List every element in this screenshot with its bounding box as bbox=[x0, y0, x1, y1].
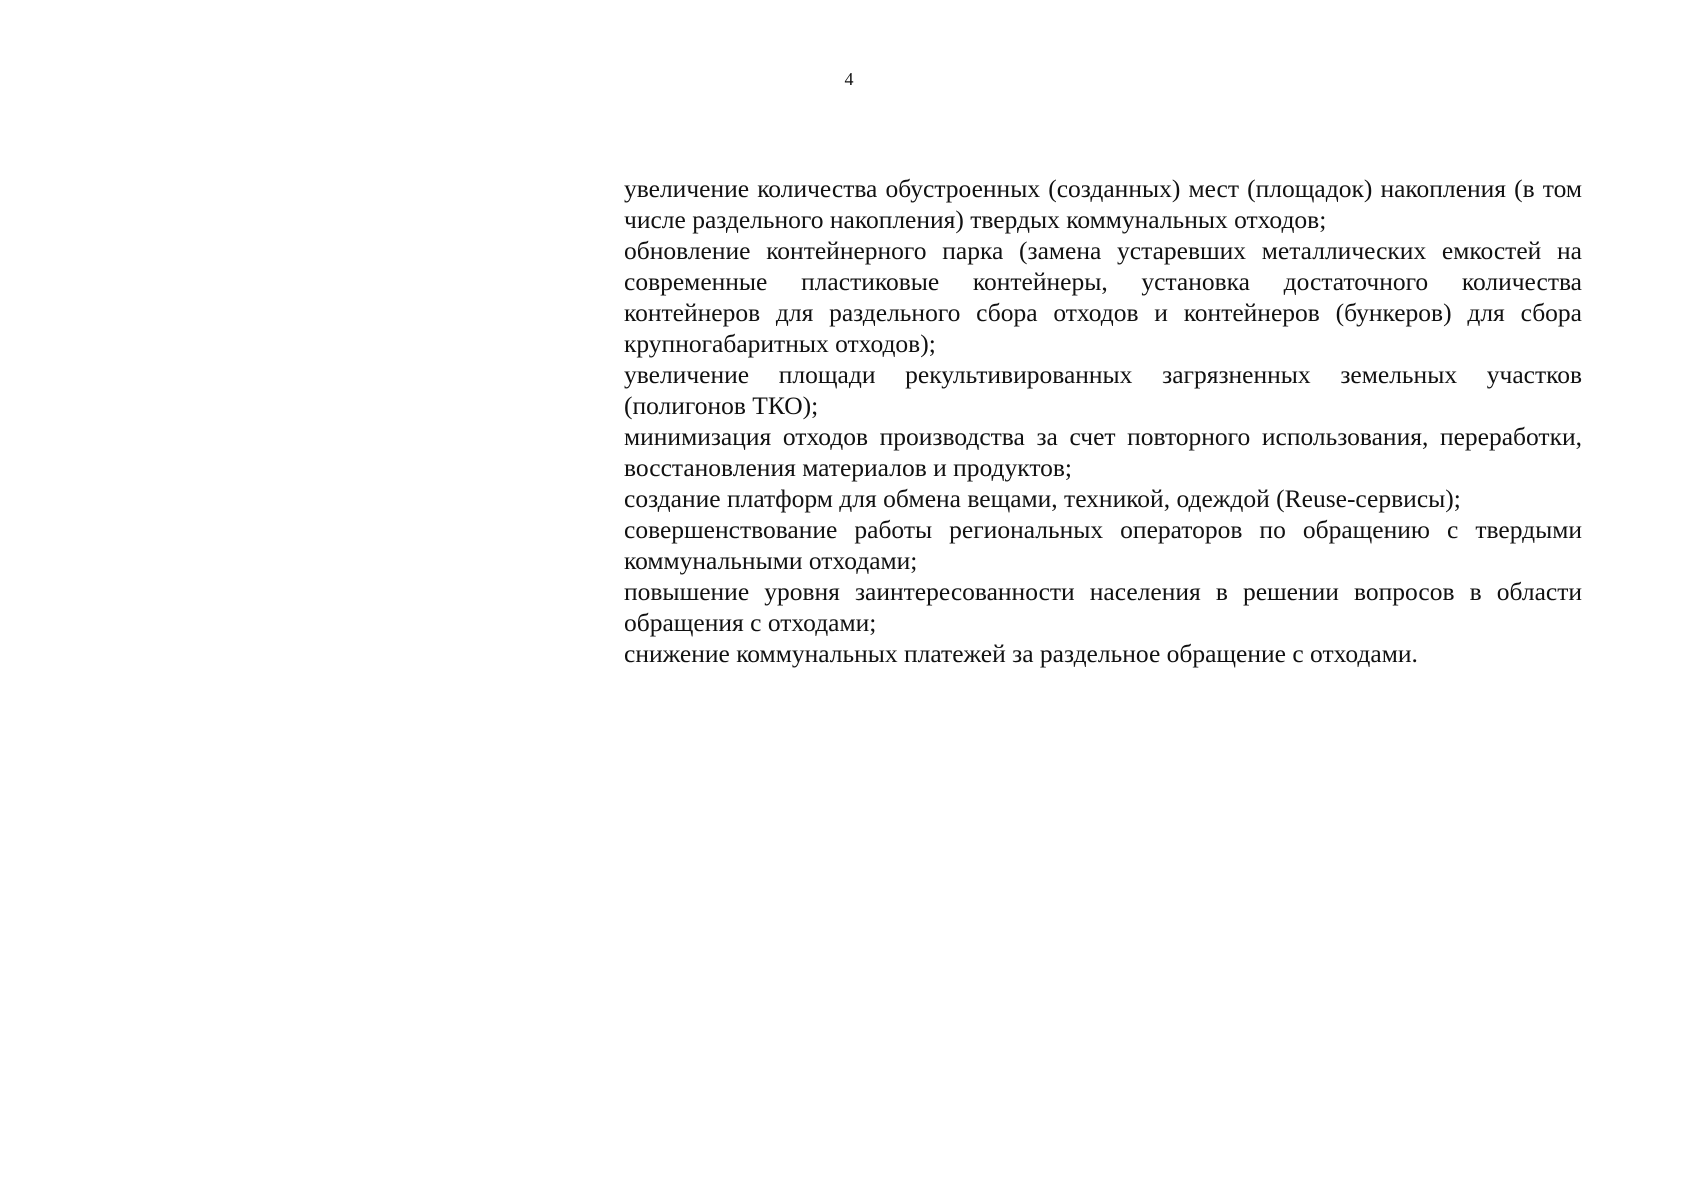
list-item: снижение коммунальных платежей за раздельное обращение с отходами. bbox=[624, 639, 1418, 668]
document-body bbox=[624, 173, 1582, 669]
list-item: создание платформ для обмена вещами, техникой, одеждой (Reuse-сервисы); bbox=[624, 484, 1461, 513]
page-number: 4 bbox=[844, 69, 854, 89]
list-item: увеличение площади рекультивированных загрязненных земельных участков (полигонов ТКО); bbox=[624, 360, 1582, 420]
list-item: обновление контейнерного парка (замена устаревших металлических емкостей на современные пластиковые контейнеры, установка достаточного количества контейнеров для раздельного сбора отходов и контейнеров (бункеров) для сбора крупногабаритных отходов); bbox=[624, 236, 1582, 358]
list-item: совершенствование работы региональных операторов по обращению с твердыми коммунальными отходами; bbox=[624, 515, 1582, 575]
list-item: повышение уровня заинтересованности населения в решении вопросов в области обращения с отходами; bbox=[624, 577, 1582, 637]
list-item: увеличение количества обустроенных (созданных) мест (площадок) накопления (в том числе раздельного накопления) твердых коммунальных отходов; bbox=[624, 174, 1582, 234]
list-item: минимизация отходов производства за счет повторного использования, переработки, восстановления материалов и продуктов; bbox=[624, 422, 1582, 482]
